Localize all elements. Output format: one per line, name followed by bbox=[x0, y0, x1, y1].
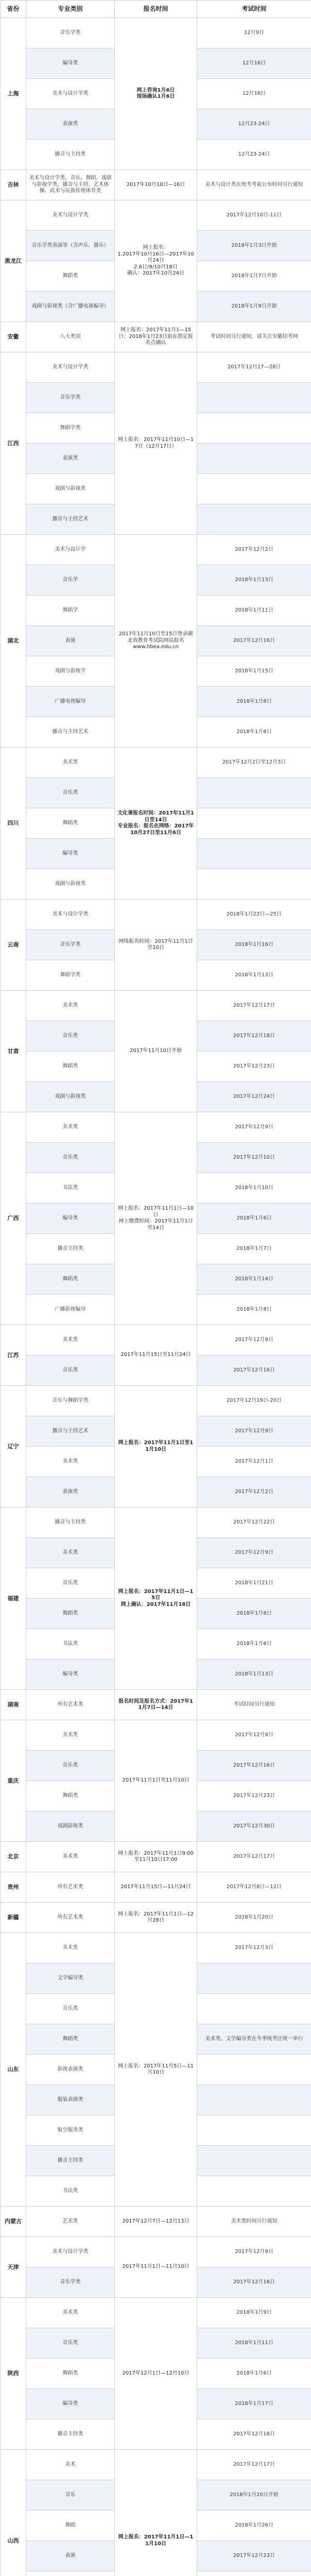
exam-time-cell: 2018年1月11日 bbox=[197, 596, 311, 626]
exam-time-cell: 2017年12月2日至12月3日 bbox=[197, 748, 311, 778]
table-row bbox=[1, 352, 311, 383]
major-cell: 播音主持类 bbox=[26, 2146, 115, 2176]
major-cell: 音乐类 bbox=[26, 1994, 115, 2024]
exam-time-cell: 2017年12月2日 bbox=[197, 535, 311, 565]
major-cell: 所有艺术类 bbox=[26, 1903, 115, 1933]
table-row bbox=[1, 2207, 311, 2237]
province-cell: 陕西 bbox=[1, 2298, 26, 2450]
exam-time-cell: 2017年12月10日 bbox=[197, 1143, 311, 1173]
exam-time-cell: 2018年1月9日开始 bbox=[197, 292, 311, 322]
major-cell: 所有艺术类 bbox=[26, 1690, 115, 1720]
registration-line: 网上缴费时间：2017年11月1日至14日 bbox=[118, 1218, 193, 1231]
major-cell: 音乐类 bbox=[26, 2328, 115, 2359]
major-cell: 美术类 bbox=[26, 2298, 115, 2328]
registration-line: 报名时间及报名方式：2017年11月7日—14日 bbox=[118, 1698, 193, 1710]
exam-time-cell: 2017年12月16日 bbox=[197, 2267, 311, 2298]
registration-cell bbox=[115, 200, 197, 322]
province-cell: 辽宁 bbox=[1, 1386, 26, 1507]
registration-line: 网上报名：2017年11月5日—11月10日 bbox=[117, 2063, 194, 2075]
exam-time-cell bbox=[197, 383, 311, 413]
exam-time-cell: 2018年1月21日 bbox=[197, 1568, 311, 1599]
registration-cell bbox=[115, 2298, 197, 2450]
table-row bbox=[1, 748, 311, 778]
exam-time-cell: 2017年12月9日 bbox=[197, 1538, 311, 1568]
major-cell: 表演 bbox=[26, 2541, 115, 2571]
registration-cell bbox=[115, 748, 197, 900]
header-major: 专业类别 bbox=[26, 1, 115, 18]
exam-time-cell bbox=[197, 2085, 311, 2115]
registration-line: 2017年11月10日开始 bbox=[130, 1048, 182, 1054]
exam-time-cell: 美术与设计类在统考考前公布时间另行通知 bbox=[197, 170, 311, 200]
exam-time-cell: 2018年1月6日 bbox=[197, 717, 311, 748]
major-cell: 书法类 bbox=[26, 2176, 115, 2207]
table-row bbox=[1, 900, 311, 930]
major-cell: 美术类 bbox=[26, 748, 115, 778]
major-cell: 编导类 bbox=[26, 48, 115, 79]
exam-time-cell: 2018年1月7日 bbox=[197, 1234, 311, 1264]
exam-time-cell: 12月16日 bbox=[197, 79, 311, 109]
major-cell: 播音主持类 bbox=[26, 2419, 115, 2450]
major-cell: 美术类 bbox=[26, 1933, 115, 1963]
major-cell: 美术类 bbox=[26, 991, 115, 1021]
registration-cell bbox=[115, 1386, 197, 1507]
registration-cell bbox=[115, 1933, 197, 2207]
major-cell: 音乐类 bbox=[26, 1568, 115, 1599]
table-row bbox=[1, 535, 311, 565]
major-cell: 音乐类 bbox=[26, 1355, 115, 1386]
exam-time-cell bbox=[197, 2571, 311, 2576]
major-cell: 书法类 bbox=[26, 1173, 115, 1204]
registration-line: 2017年11月10日至15日登录湖北省教育考试院网站报名 bbox=[118, 631, 193, 643]
registration-line: 网上报名： bbox=[143, 245, 169, 251]
registration-cell bbox=[115, 352, 197, 535]
exam-time-cell: 2017年12月9日 bbox=[197, 1325, 311, 1355]
exam-time-cell: 考试时间另行通知 bbox=[197, 1690, 311, 1720]
major-cell: 美术类 bbox=[26, 1112, 115, 1143]
province-cell: 山东 bbox=[1, 1933, 26, 2207]
header-province: 省份 bbox=[1, 1, 26, 18]
registration-line: 1.2017年10月16日—2017年10月24日 bbox=[117, 251, 194, 264]
major-cell: 播音与主持艺术 bbox=[26, 717, 115, 748]
exam-time-cell: 2017年12月16日 bbox=[197, 1751, 311, 1781]
province-cell: 北京 bbox=[1, 1842, 26, 1872]
exam-time-cell: 2017年12月22日 bbox=[197, 1507, 311, 1538]
major-cell: 戏剧与影视学 bbox=[26, 656, 115, 687]
major-cell: 编导类 bbox=[26, 2389, 115, 2419]
exam-time-cell: 2017年12月23日 bbox=[197, 1052, 311, 1082]
registration-cell bbox=[115, 2450, 197, 2576]
exam-time-cell: 2017年12月9日 bbox=[197, 1416, 311, 1447]
major-cell: 舞蹈学类 bbox=[26, 413, 115, 444]
exam-time-cell: 2017年12月30日 bbox=[197, 1811, 311, 1842]
major-cell: 美术与设计学类、音乐、舞蹈、戏剧与影视学类、播音与主持、艺术体操、武术与民族传统体育类 bbox=[26, 170, 115, 200]
exam-time-cell bbox=[197, 2115, 311, 2146]
major-cell: 舞蹈类 bbox=[26, 808, 115, 839]
exam-time-cell: 2018年1月15日 bbox=[197, 656, 311, 687]
registration-cell bbox=[115, 1903, 197, 1933]
major-cell: 美术与设计学类 bbox=[26, 352, 115, 383]
major-cell: 航空服务类 bbox=[26, 2115, 115, 2146]
major-cell: 美术与设计学类 bbox=[26, 2237, 115, 2267]
registration-cell bbox=[115, 535, 197, 748]
exam-time-cell: 2017年12月17日 bbox=[197, 1842, 311, 1872]
major-cell: 美术类 bbox=[26, 1447, 115, 1477]
registration-line: 网上报名：2017年11月1日—12月28日 bbox=[117, 1911, 194, 1923]
major-cell: 音乐类 bbox=[26, 1143, 115, 1173]
major-cell: 舞蹈类 bbox=[26, 1052, 115, 1082]
province-cell: 甘肃 bbox=[1, 991, 26, 1112]
exam-time-cell bbox=[197, 778, 311, 808]
major-cell: 戏剧影视类 bbox=[26, 1811, 115, 1842]
major-cell: 音乐学类 bbox=[26, 2267, 115, 2298]
exam-time-cell bbox=[197, 2176, 311, 2207]
major-cell: 音乐学类 bbox=[26, 18, 115, 48]
exam-time-cell: 美术类时间另行通知 bbox=[197, 2207, 311, 2237]
major-cell: 舞蹈类 bbox=[26, 1599, 115, 1629]
major-cell: 表演 bbox=[26, 626, 115, 656]
registration-line: 2017年11月1日至11月10日 bbox=[122, 1777, 189, 1784]
table-row bbox=[1, 1112, 311, 1143]
registration-line: 网上确认：2017年11月18日 bbox=[120, 1601, 191, 1607]
table-row bbox=[1, 2298, 311, 2328]
major-cell: 表演类 bbox=[26, 109, 115, 140]
exam-time-cell: 美术类、文学编导类在冬季统考区统一举行 bbox=[197, 2024, 311, 2055]
major-cell: 美术类 bbox=[26, 1538, 115, 1568]
registration-cell bbox=[115, 1842, 197, 1872]
major-cell: 舞蹈类 bbox=[26, 2024, 115, 2055]
major-cell: 舞蹈学类 bbox=[26, 960, 115, 991]
major-cell: 表演类 bbox=[26, 444, 115, 474]
major-cell: 美术类 bbox=[26, 1325, 115, 1355]
registration-cell bbox=[115, 2207, 197, 2237]
major-cell: 音乐与舞蹈学类 bbox=[26, 1386, 115, 1416]
registration-cell bbox=[115, 1507, 197, 1690]
exam-time-cell bbox=[197, 839, 311, 869]
exam-time-cell: 2018年1月6日 bbox=[197, 2359, 311, 2389]
exam-time-cell: 2017年12月23日 bbox=[197, 1781, 311, 1811]
province-cell: 吉林 bbox=[1, 170, 26, 200]
exam-time-cell: 12月23-24日 bbox=[197, 109, 311, 140]
major-cell: 八大类别 bbox=[26, 322, 115, 352]
table-body bbox=[1, 18, 311, 2576]
province-cell: 湖北 bbox=[1, 535, 26, 748]
major-cell: 播音与主持类 bbox=[26, 140, 115, 170]
exam-time-cell: 2018年1月3日开始 bbox=[197, 231, 311, 261]
registration-line: 网上咨询1月6日 bbox=[136, 87, 175, 93]
exam-time-cell bbox=[197, 808, 311, 839]
registration-line: 网上报名：2017年11月1日—15日 bbox=[118, 1588, 194, 1601]
table-header-row bbox=[1, 1, 311, 18]
province-cell: 四川 bbox=[1, 748, 26, 900]
header-exam-time: 考试时间 bbox=[197, 1, 311, 18]
major-cell: 音乐学类 bbox=[26, 930, 115, 960]
major-cell: 播音主持类 bbox=[26, 1234, 115, 1264]
province-cell: 内蒙古 bbox=[1, 2207, 26, 2237]
exam-time-cell: 2017年12月8日—12日 bbox=[197, 1872, 311, 1903]
exam-time-cell: 2017年12月23日 bbox=[197, 2541, 311, 2571]
major-cell: 播音与主持艺术 bbox=[26, 1416, 115, 1447]
province-cell: 广西 bbox=[1, 1112, 26, 1325]
exam-time-cell: 12月16日 bbox=[197, 48, 311, 79]
major-cell: 编导类 bbox=[26, 1204, 115, 1234]
table-row bbox=[1, 1690, 311, 1720]
registration-line: www.hbea.edu.cn bbox=[133, 644, 179, 650]
province-cell: 江西 bbox=[1, 352, 26, 535]
exam-time-cell: 2018年1月22日—25日 bbox=[197, 900, 311, 930]
major-cell: 美术与设计学 bbox=[26, 535, 115, 565]
table-row bbox=[1, 1872, 311, 1903]
exam-time-cell: 2018年1月16日 bbox=[197, 930, 311, 960]
exam-time-cell bbox=[197, 1994, 311, 2024]
table-row bbox=[1, 1842, 311, 1872]
major-cell: 广播影视编导 bbox=[26, 1295, 115, 1325]
exam-time-cell: 2018年1月13日 bbox=[197, 960, 311, 991]
exam-time-cell: 2017年12月9日 bbox=[197, 2237, 311, 2267]
exam-time-cell bbox=[197, 869, 311, 900]
major-cell: 戏剧与影视类（含广播电视编导） bbox=[26, 292, 115, 322]
registration-line: 2017年11月15日至11月24日 bbox=[120, 1352, 191, 1358]
exam-time-cell: 考试时间另行通知，请关注安徽招考网 bbox=[197, 322, 311, 352]
exam-time-cell bbox=[197, 413, 311, 444]
major-cell: 美术 bbox=[26, 2450, 115, 2480]
major-cell: 音乐学类表演等（含声乐、器乐） bbox=[26, 231, 115, 261]
major-cell: 音乐学 bbox=[26, 565, 115, 596]
major-cell: 文学编导类 bbox=[26, 1963, 115, 1994]
province-cell: 贵州 bbox=[1, 1872, 26, 1903]
exam-time-cell: 2018年1月9日 bbox=[197, 2298, 311, 2328]
major-cell: 美术与设计学类 bbox=[26, 200, 115, 231]
exam-time-cell: 2018年1月13日 bbox=[197, 1659, 311, 1690]
province-cell: 江苏 bbox=[1, 1325, 26, 1386]
registration-cell bbox=[115, 322, 197, 352]
exam-time-cell: 2018年1月26日 bbox=[197, 2511, 311, 2541]
major-cell: 舞蹈学 bbox=[26, 596, 115, 626]
registration-line: 专业报名：报名在网络：2017年10月27日至11月6日 bbox=[117, 823, 194, 836]
exam-time-cell: 2017年12月17日 bbox=[197, 2450, 311, 2480]
province-cell: 天津 bbox=[1, 2237, 26, 2298]
exam-time-cell: 2017年12月16日 bbox=[197, 626, 311, 656]
registration-line: 2.6日/9/10月18日 bbox=[134, 264, 178, 270]
major-cell: 广播电视编导 bbox=[26, 687, 115, 717]
exam-time-cell: 2017年12月9日 bbox=[197, 1720, 311, 1751]
province-cell: 上海 bbox=[1, 18, 26, 170]
province-cell: 重庆 bbox=[1, 1720, 26, 1842]
major-cell: 所有艺术类 bbox=[26, 1872, 115, 1903]
major-cell: 戏剧与影视类 bbox=[26, 869, 115, 900]
major-cell: 美术与设计学类 bbox=[26, 900, 115, 930]
major-cell: 美术类 bbox=[26, 1842, 115, 1872]
major-cell: 戏剧与影视类 bbox=[26, 474, 115, 504]
exam-time-cell bbox=[197, 444, 311, 474]
registration-line: 网上报名：2017年11月1日至11月10日 bbox=[118, 1440, 194, 1452]
major-cell: 音乐学类 bbox=[26, 383, 115, 413]
major-cell: 舞蹈类 bbox=[26, 1781, 115, 1811]
registration-cell bbox=[115, 2237, 197, 2298]
registration-cell bbox=[115, 900, 197, 991]
table-row bbox=[1, 1903, 311, 1933]
registration-cell bbox=[115, 1872, 197, 1903]
major-cell: 舞蹈 bbox=[26, 2511, 115, 2541]
major-cell: 舞蹈类 bbox=[26, 2359, 115, 2389]
registration-line: 网上报名：2017年11月1日9:00至11月10日17:00 bbox=[118, 1850, 194, 1862]
exam-time-cell: 12月9日 bbox=[197, 18, 311, 48]
registration-cell bbox=[115, 1112, 197, 1325]
major-cell bbox=[26, 2571, 115, 2576]
registration-line: 现场确认1月6日 bbox=[136, 94, 175, 99]
major-cell: 舞蹈类 bbox=[26, 1264, 115, 1295]
major-cell: 舞蹈类 bbox=[26, 261, 115, 292]
exam-time-cell bbox=[197, 1963, 311, 1994]
exam-time-cell: 2017年12月17—28日 bbox=[197, 352, 311, 383]
registration-cell bbox=[115, 170, 197, 200]
table-row bbox=[1, 2450, 311, 2480]
exam-time-cell: 2018年1月20日 bbox=[197, 1903, 311, 1933]
exam-time-cell bbox=[197, 474, 311, 504]
major-cell: 艺术类 bbox=[26, 2207, 115, 2237]
registration-line: 网上报名：2017年11月1日—11月10日 bbox=[118, 2534, 194, 2547]
province-cell: 山西 bbox=[1, 2450, 26, 2576]
exam-time-cell: 2018年1月11日 bbox=[197, 2328, 311, 2359]
major-cell: 服装表演类 bbox=[26, 2085, 115, 2115]
exam-time-cell bbox=[197, 2146, 311, 2176]
exam-time-cell: 2017年12月1日 bbox=[197, 1447, 311, 1477]
major-cell: 美术类 bbox=[26, 1720, 115, 1751]
registration-cell bbox=[115, 1720, 197, 1842]
major-cell: 美术与设计学类 bbox=[26, 79, 115, 109]
major-cell: 音乐类 bbox=[26, 1751, 115, 1781]
exam-time-cell: 2018年1月8日 bbox=[197, 687, 311, 717]
exam-time-cell: 2017年12月10日-11日 bbox=[197, 200, 311, 231]
major-cell: 书法类 bbox=[26, 1629, 115, 1659]
registration-cell bbox=[115, 1690, 197, 1720]
table-row bbox=[1, 170, 311, 200]
registration-cell bbox=[115, 991, 197, 1112]
table-row bbox=[1, 1507, 311, 1538]
table-row bbox=[1, 1720, 311, 1751]
province-cell: 湖南 bbox=[1, 1690, 26, 1720]
registration-line: 网上报名：2017年11月10日—17日（12月17日） bbox=[117, 437, 194, 449]
exam-time-cell: 2017年12月18日 bbox=[197, 2419, 311, 2450]
registration-line: 2017年11月1日—11月10日 bbox=[122, 2264, 189, 2270]
exam-time-cell: 2018年1月14日 bbox=[197, 1264, 311, 1295]
exam-time-cell: 2017年12月24日 bbox=[197, 1082, 311, 1112]
table-row bbox=[1, 18, 311, 48]
exam-time-cell: 2018年1月17日 bbox=[197, 2389, 311, 2419]
major-cell: 音乐类 bbox=[26, 1021, 115, 1052]
registration-line: 网上报名：2017年11月1—15日；2018年1月23日前在指定报名点确认 bbox=[118, 327, 193, 346]
major-cell: 播音与主持类 bbox=[26, 1507, 115, 1538]
exam-time-cell: 2018年1月20日开始 bbox=[197, 2480, 311, 2511]
table-row bbox=[1, 1933, 311, 1963]
registration-line: 确认：2017年10月24日 bbox=[127, 270, 184, 277]
table-row bbox=[1, 1386, 311, 1416]
major-cell: 戏剧与影视类 bbox=[26, 1082, 115, 1112]
exam-time-cell: 2017年12月19日-20日 bbox=[197, 1386, 311, 1416]
exam-time-cell bbox=[197, 504, 311, 535]
registration-line: 2017年12月7日—12月13日 bbox=[122, 2218, 189, 2224]
province-cell: 黑龙江 bbox=[1, 200, 26, 322]
header-registration: 报名时间 bbox=[115, 1, 197, 18]
exam-time-cell: 2018年1月10日 bbox=[197, 1173, 311, 1204]
major-cell: 音乐 bbox=[26, 2480, 115, 2511]
major-cell: 播音与主持艺术 bbox=[26, 504, 115, 535]
table-row bbox=[1, 2237, 311, 2267]
exam-time-cell: 2017年12月3日 bbox=[197, 1933, 311, 1963]
province-cell: 安徽 bbox=[1, 322, 26, 352]
registration-line: 2017年12月1日—12月10日 bbox=[122, 2370, 189, 2376]
exam-time-cell: 2017年12月17日 bbox=[197, 991, 311, 1021]
exam-time-cell bbox=[197, 2055, 311, 2085]
table-row bbox=[1, 322, 311, 352]
major-cell: 表演类 bbox=[26, 1477, 115, 1507]
exam-time-cell: 2018年1月8日 bbox=[197, 1295, 311, 1325]
exam-time-cell: 2018年1月6日 bbox=[197, 1204, 311, 1234]
table-row bbox=[1, 991, 311, 1021]
registration-line: 文化课报名时间：2017年11月1日至14日 bbox=[117, 810, 194, 823]
exam-time-cell: 2018年1月7日开始 bbox=[197, 261, 311, 292]
exam-time-cell: 2017年12月16日 bbox=[197, 1355, 311, 1386]
exam-time-cell: 12月23-24日 bbox=[197, 140, 311, 170]
exam-time-cell: 2018年1月13日 bbox=[197, 565, 311, 596]
major-cell: 编导类 bbox=[26, 839, 115, 869]
province-cell: 新疆 bbox=[1, 1903, 26, 1933]
province-cell: 云南 bbox=[1, 900, 26, 991]
table-row bbox=[1, 200, 311, 231]
registration-line: 网上报名：2017年11月1日—10日 bbox=[117, 1206, 194, 1218]
major-cell: 编导类 bbox=[26, 1659, 115, 1690]
registration-line: 网络报名时间：2017年11月1日至10日 bbox=[118, 938, 193, 951]
registration-line: 2017年11月15日—11月24日 bbox=[120, 1884, 191, 1890]
major-cell: 影视表演类 bbox=[26, 2055, 115, 2085]
exam-time-cell: 2018年1月8日 bbox=[197, 1599, 311, 1629]
registration-cell bbox=[115, 1325, 197, 1386]
exam-time-cell: 2017年12月9日 bbox=[197, 1112, 311, 1143]
registration-cell bbox=[115, 18, 197, 170]
exam-time-cell: 2018年1月6日 bbox=[197, 1629, 311, 1659]
registration-line: 2017年10月10日—16日 bbox=[126, 181, 185, 188]
exam-time-cell: 2017年12月2日 bbox=[197, 1477, 311, 1507]
table-row bbox=[1, 1325, 311, 1355]
exam-time-cell: 2017年12月18日 bbox=[197, 1021, 311, 1052]
province-cell: 福建 bbox=[1, 1507, 26, 1690]
major-cell: 音乐类 bbox=[26, 778, 115, 808]
